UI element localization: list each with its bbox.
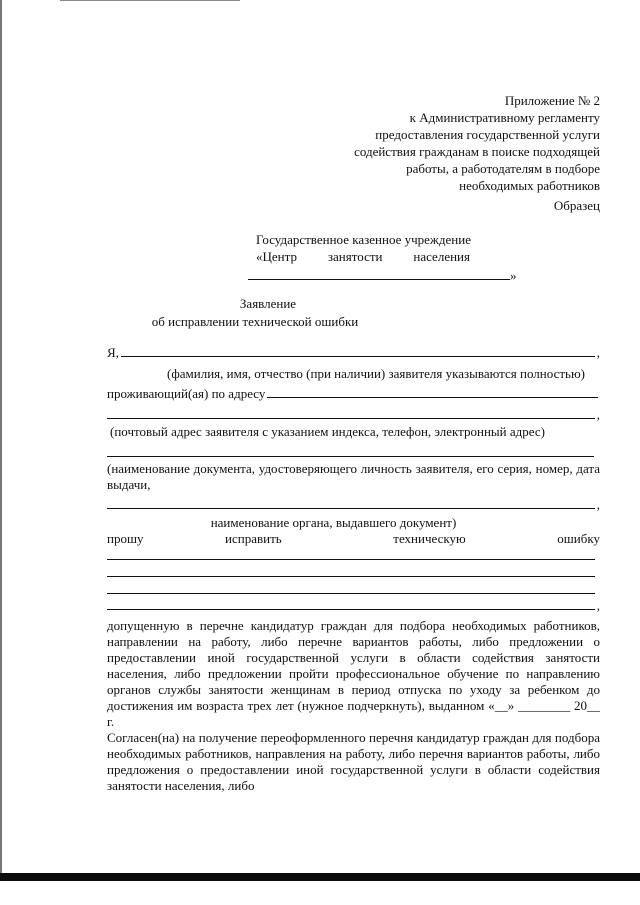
appendix-line: к Административному регламенту (409, 110, 600, 125)
name-hint: (фамилия, имя, отчество (при наличии) заявителя указываются полностью) (167, 366, 585, 381)
comma: , (596, 497, 600, 512)
comma: , (596, 598, 600, 613)
full-name-field[interactable] (121, 345, 595, 357)
name-row (107, 345, 600, 362)
appendix-line: работы, а работодателям в подборе (406, 161, 600, 176)
identity-document-field[interactable] (107, 444, 594, 457)
request-word: техническую (393, 531, 466, 546)
recipient-line-1: Государственное казенное учреждение (256, 232, 471, 247)
scan-edge-left (0, 0, 2, 880)
recipient-line-3 (248, 267, 517, 284)
request-word: прошу (107, 531, 144, 546)
appendix-line: необходимых работников (459, 178, 600, 193)
recipient-word: «Центр (256, 249, 297, 264)
document-subtitle: об исправлении технической ошибки (151, 314, 359, 329)
i-prefix: Я, (107, 345, 119, 360)
error-description-field[interactable] (107, 598, 595, 610)
document-title: Заявление (239, 296, 297, 311)
appendix-line: предоставления государственной услуги (375, 127, 600, 142)
error-description-field[interactable] (107, 564, 595, 577)
appendix-line: Приложение № 2 (504, 93, 600, 108)
recipient-blank-field[interactable] (248, 267, 510, 280)
request-line (107, 531, 600, 547)
request-word: исправить (225, 531, 282, 546)
issuer-field[interactable] (107, 497, 595, 509)
comma: , (596, 407, 600, 422)
scan-edge-bottom (0, 873, 640, 881)
document-hint: (наименование документа, удостоверяющего личность заявителя, его серия, номер, дата выдачи, (107, 461, 600, 492)
appendix-header (354, 92, 600, 194)
address-field[interactable] (267, 386, 598, 398)
request-word: ошибку (557, 531, 600, 546)
address-hint: (почтовый адрес заявителя с указанием индекса, телефон, электронный адрес) (110, 424, 545, 439)
address-row (107, 386, 600, 403)
recipient-closing-quote: » (510, 268, 517, 283)
recipient-line-2 (256, 248, 470, 265)
recipient-word: занятости (327, 249, 383, 264)
error-description-field[interactable] (107, 581, 595, 594)
error-description-row (107, 598, 600, 615)
recipient-word: населения (413, 249, 470, 264)
error-description-field[interactable] (107, 547, 595, 560)
address-field-continued[interactable] (107, 407, 595, 419)
paragraph-consent: Согласен(на) на получение переоформленного перечня кандидатур граждан для подбора необходимых работников, направления на работу, либо перечня вариантов работы, либо предложения о предоставлении иной государственной услуги в области содействия занятости населения, либо (107, 730, 600, 793)
scan-edge-top (60, 0, 240, 1)
issuer-hint: наименование органа, выдавшего документ) (210, 515, 457, 530)
comma: , (596, 345, 600, 360)
issuer-row (107, 497, 600, 514)
address-row-2 (107, 407, 600, 424)
residing-label: проживающий(ая) по адресу (107, 386, 266, 401)
appendix-line: содействия гражданам в поиске подходящей (354, 144, 600, 159)
sample-label: Образец (553, 198, 600, 213)
paragraph-issued-document: допущенную в перечне кандидатур граждан для подбора необходимых работников, направлении на работу, либо перечне вариантов работы, либо предложении о предоставлении иной государственной услуги в области содействия занятости населения, либо предложении пройти профессиональное обучение по направлению органов службы занятости женщинам в период отпуска по уходу за ребенком до достижения им возраста трех лет (нужное подчеркнуть), выданном «__» ________ 20__ г. (107, 618, 600, 729)
application-form (107, 345, 600, 794)
recipient-block (256, 231, 517, 284)
